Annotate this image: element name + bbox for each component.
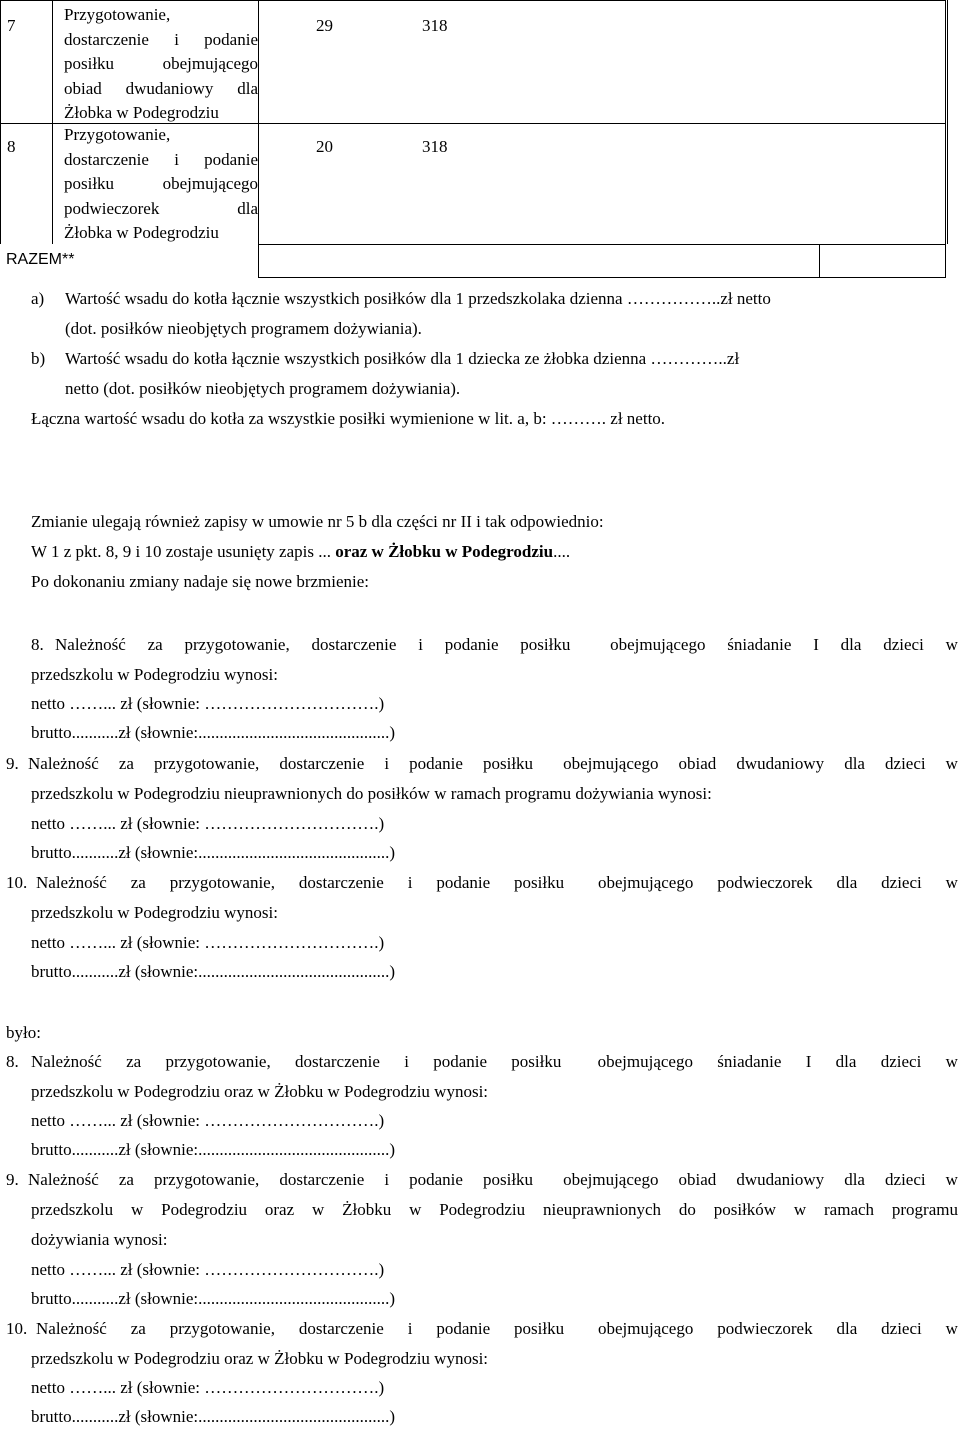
word: przygotowanie, xyxy=(165,1052,271,1071)
changes-removed-phrase: oraz w Żłobku w Podegrodziu xyxy=(335,542,554,561)
table-row-number: 7 xyxy=(7,16,16,35)
word: przygotowanie, xyxy=(184,635,290,654)
item-line xyxy=(28,1169,958,1191)
price-netto: netto ……... zł (słownie: ………………………….) xyxy=(31,1260,385,1279)
word: obejmującego xyxy=(597,1052,693,1071)
item-line xyxy=(31,1199,958,1221)
word: I xyxy=(805,1052,812,1071)
word: oraz xyxy=(264,1200,295,1219)
word: i xyxy=(384,754,390,773)
word: Należność xyxy=(55,635,126,654)
price-brutto: brutto...........zł (słownie:.............................................) xyxy=(31,1140,396,1159)
word: dzieci xyxy=(883,635,924,654)
item-line xyxy=(28,753,958,775)
item-line: dożywiania wynosi: xyxy=(31,1230,168,1249)
changes-new-wording: Po dokonaniu zmiany nadaje się nowe brzmienie: xyxy=(31,572,370,591)
word: dwudaniowy xyxy=(736,754,825,773)
word: w xyxy=(945,635,958,654)
word: dostarczenie xyxy=(279,1170,365,1189)
table-cell-value: 318 xyxy=(422,16,448,35)
word: ramach xyxy=(824,1200,875,1219)
table-row-description xyxy=(64,123,258,246)
item-number: 9. xyxy=(6,1170,19,1189)
word: przygotowanie, xyxy=(169,1319,275,1338)
word: dostarczenie xyxy=(279,754,365,773)
word: podanie xyxy=(436,1319,491,1338)
list-marker: a) xyxy=(31,289,45,308)
word: i xyxy=(404,1052,409,1071)
word: dostarczenie xyxy=(298,1319,384,1338)
word: Należność xyxy=(28,1170,99,1189)
table-row-description xyxy=(64,3,258,126)
summary-a-line: (dot. posiłków nieobjętych programem dożywiania). xyxy=(65,319,422,338)
word: w xyxy=(945,1319,958,1338)
word: za xyxy=(126,1052,142,1071)
word: programu xyxy=(891,1200,958,1219)
word: w xyxy=(793,1200,807,1219)
word: posiłku xyxy=(514,873,565,892)
item-line: przedszkolu w Podegrodziu oraz w Żłobku w Podegrodziu wynosi: xyxy=(31,1349,489,1368)
word: dla xyxy=(836,1319,858,1338)
item-number: 8. xyxy=(31,635,44,654)
word: w xyxy=(409,1200,422,1219)
word: posiłków xyxy=(713,1200,777,1219)
item-line xyxy=(36,872,958,894)
price-netto: netto ……... zł (słownie: ………………………….) xyxy=(31,1111,385,1130)
word: posiłku xyxy=(520,635,571,654)
word: dla xyxy=(836,873,858,892)
summary-a-line: Wartość wsadu do kotła łącznie wszystkich posiłków dla 1 przedszkolaka dzienna ……………..zł netto xyxy=(65,289,771,308)
word: w xyxy=(130,1200,144,1219)
word: Należność xyxy=(36,873,107,892)
word: dla xyxy=(840,635,862,654)
word: obiad xyxy=(678,1170,717,1189)
word: i xyxy=(418,635,423,654)
word: za xyxy=(130,1319,146,1338)
item-number: 10. xyxy=(6,873,28,892)
item-number: 8. xyxy=(6,1052,19,1071)
word: posiłku xyxy=(514,1319,565,1338)
item-line: przedszkolu w Podegrodziu oraz w Żłobku w Podegrodziu wynosi: xyxy=(31,1082,489,1101)
word: w xyxy=(945,1052,958,1071)
description-line: podwieczorek dla xyxy=(64,198,258,218)
word: przygotowanie, xyxy=(169,873,275,892)
word: przygotowanie, xyxy=(154,754,260,773)
word: Należność xyxy=(36,1319,107,1338)
word: Należność xyxy=(31,1052,102,1071)
summary-b-line: Wartość wsadu do kotła łącznie wszystkich posiłków dla 1 dziecka ze żłobka dzienna …………..zł xyxy=(65,349,740,368)
word: dostarczenie xyxy=(294,1052,380,1071)
changes-intro: Zmianie ulegają również zapisy w umowie nr 5 b dla części nr II i tak odpowiednio: xyxy=(31,512,604,531)
price-netto: netto ……... zł (słownie: ………………………….) xyxy=(31,933,385,952)
changes-text: W 1 z pkt. 8, 9 i 10 zostaje usunięty zapis ... xyxy=(31,542,336,561)
price-netto: netto ……... zł (słownie: ………………………….) xyxy=(31,694,385,713)
word: obejmującego xyxy=(563,1170,659,1189)
table-total-label: RAZEM** xyxy=(6,251,75,268)
word: podwieczorek xyxy=(717,873,813,892)
word: podanie xyxy=(433,1052,488,1071)
word: Podegrodziu xyxy=(439,1200,526,1219)
word: podanie xyxy=(409,1170,463,1189)
changes-line xyxy=(31,541,570,563)
word: obejmującego xyxy=(610,635,706,654)
word: I xyxy=(813,635,819,654)
description-line: obiad dwudaniowy dla xyxy=(64,78,258,98)
word: nieuprawnionych xyxy=(542,1200,662,1219)
word: podanie xyxy=(444,635,499,654)
word: i xyxy=(384,1170,390,1189)
word: obiad xyxy=(678,754,717,773)
item-line xyxy=(55,634,958,656)
word: dla xyxy=(844,754,865,773)
summary-total: Łączna wartość wsadu do kotła za wszystkie posiłki wymienione w lit. a, b: ………. zł netto. xyxy=(31,409,666,428)
item-number: 9. xyxy=(6,754,19,773)
description-line: posiłku obejmującego xyxy=(64,54,258,73)
price-brutto: brutto...........zł (słownie:.............................................) xyxy=(31,962,396,981)
description-line: Żłobka w Podegrodziu xyxy=(64,223,219,242)
item-line xyxy=(31,1051,958,1073)
word: dzieci xyxy=(881,873,922,892)
word: w xyxy=(945,1170,958,1189)
price-brutto: brutto...........zł (słownie:.............................................) xyxy=(31,1289,396,1308)
item-line xyxy=(36,1318,958,1340)
list-marker: b) xyxy=(31,349,46,368)
word: za xyxy=(147,635,163,654)
word: posiłku xyxy=(482,754,534,773)
item-line: przedszkolu w Podegrodziu wynosi: xyxy=(31,665,278,684)
price-brutto: brutto...........zł (słownie:.............................................) xyxy=(31,723,396,742)
word: podanie xyxy=(436,873,491,892)
item-line: przedszkolu w Podegrodziu nieuprawnionych do posiłków w ramach programu dożywiania wynosi: xyxy=(31,784,712,803)
word: posiłku xyxy=(482,1170,534,1189)
word: w xyxy=(945,754,958,773)
description-line: posiłku obejmującego xyxy=(64,174,258,193)
table-row-number: 8 xyxy=(7,137,16,156)
word: dzieci xyxy=(885,754,926,773)
word: dostarczenie xyxy=(298,873,384,892)
table-cell-value: 20 xyxy=(316,137,333,156)
word: za xyxy=(118,754,134,773)
word: przygotowanie, xyxy=(154,1170,260,1189)
price-brutto: brutto...........zł (słownie:.............................................) xyxy=(31,1407,396,1426)
word: śniadanie xyxy=(717,1052,782,1071)
word: dwudaniowy xyxy=(736,1170,825,1189)
word: przedszkolu xyxy=(31,1200,114,1219)
word: Żłobku xyxy=(342,1200,392,1219)
table-cell-value: 29 xyxy=(316,16,333,35)
word: dzieci xyxy=(885,1170,926,1189)
description-line: Przygotowanie, xyxy=(64,125,171,144)
item-line: przedszkolu w Podegrodziu wynosi: xyxy=(31,903,278,922)
word: obejmującego xyxy=(598,1319,694,1338)
old-wording-label: było: xyxy=(6,1023,41,1042)
description-line: dostarczenie i podanie xyxy=(64,29,258,49)
word: obejmującego xyxy=(563,754,659,773)
word: dla xyxy=(835,1052,857,1071)
word: posiłku xyxy=(511,1052,562,1071)
price-brutto: brutto...........zł (słownie:.............................................) xyxy=(31,843,396,862)
table-cell-value: 318 xyxy=(422,137,448,156)
word: dzieci xyxy=(881,1319,922,1338)
description-line: dostarczenie i podanie xyxy=(64,149,258,169)
word: śniadanie xyxy=(727,635,792,654)
description-line: Żłobka w Podegrodziu xyxy=(64,103,219,122)
word: i xyxy=(407,873,413,892)
meals-table xyxy=(0,0,960,280)
word: do xyxy=(678,1200,696,1219)
price-netto: netto ……... zł (słownie: ………………………….) xyxy=(31,1378,385,1397)
word: za xyxy=(118,1170,134,1189)
word: w xyxy=(945,873,958,892)
word: dla xyxy=(844,1170,865,1189)
summary-b-line: netto (dot. posiłków nieobjętych programem dożywiania). xyxy=(65,379,461,398)
word: podanie xyxy=(409,754,463,773)
word: obejmującego xyxy=(598,873,694,892)
item-number: 10. xyxy=(6,1319,28,1338)
price-netto: netto ……... zł (słownie: ………………………….) xyxy=(31,814,385,833)
word: dostarczenie xyxy=(311,635,397,654)
word: Podegrodziu xyxy=(161,1200,248,1219)
description-line: Przygotowanie, xyxy=(64,5,171,24)
word: w xyxy=(312,1200,325,1219)
word: za xyxy=(130,873,146,892)
word: podwieczorek xyxy=(717,1319,813,1338)
word: Należność xyxy=(28,754,99,773)
word: dzieci xyxy=(880,1052,922,1071)
changes-text: .... xyxy=(553,542,571,561)
word: i xyxy=(407,1319,413,1338)
